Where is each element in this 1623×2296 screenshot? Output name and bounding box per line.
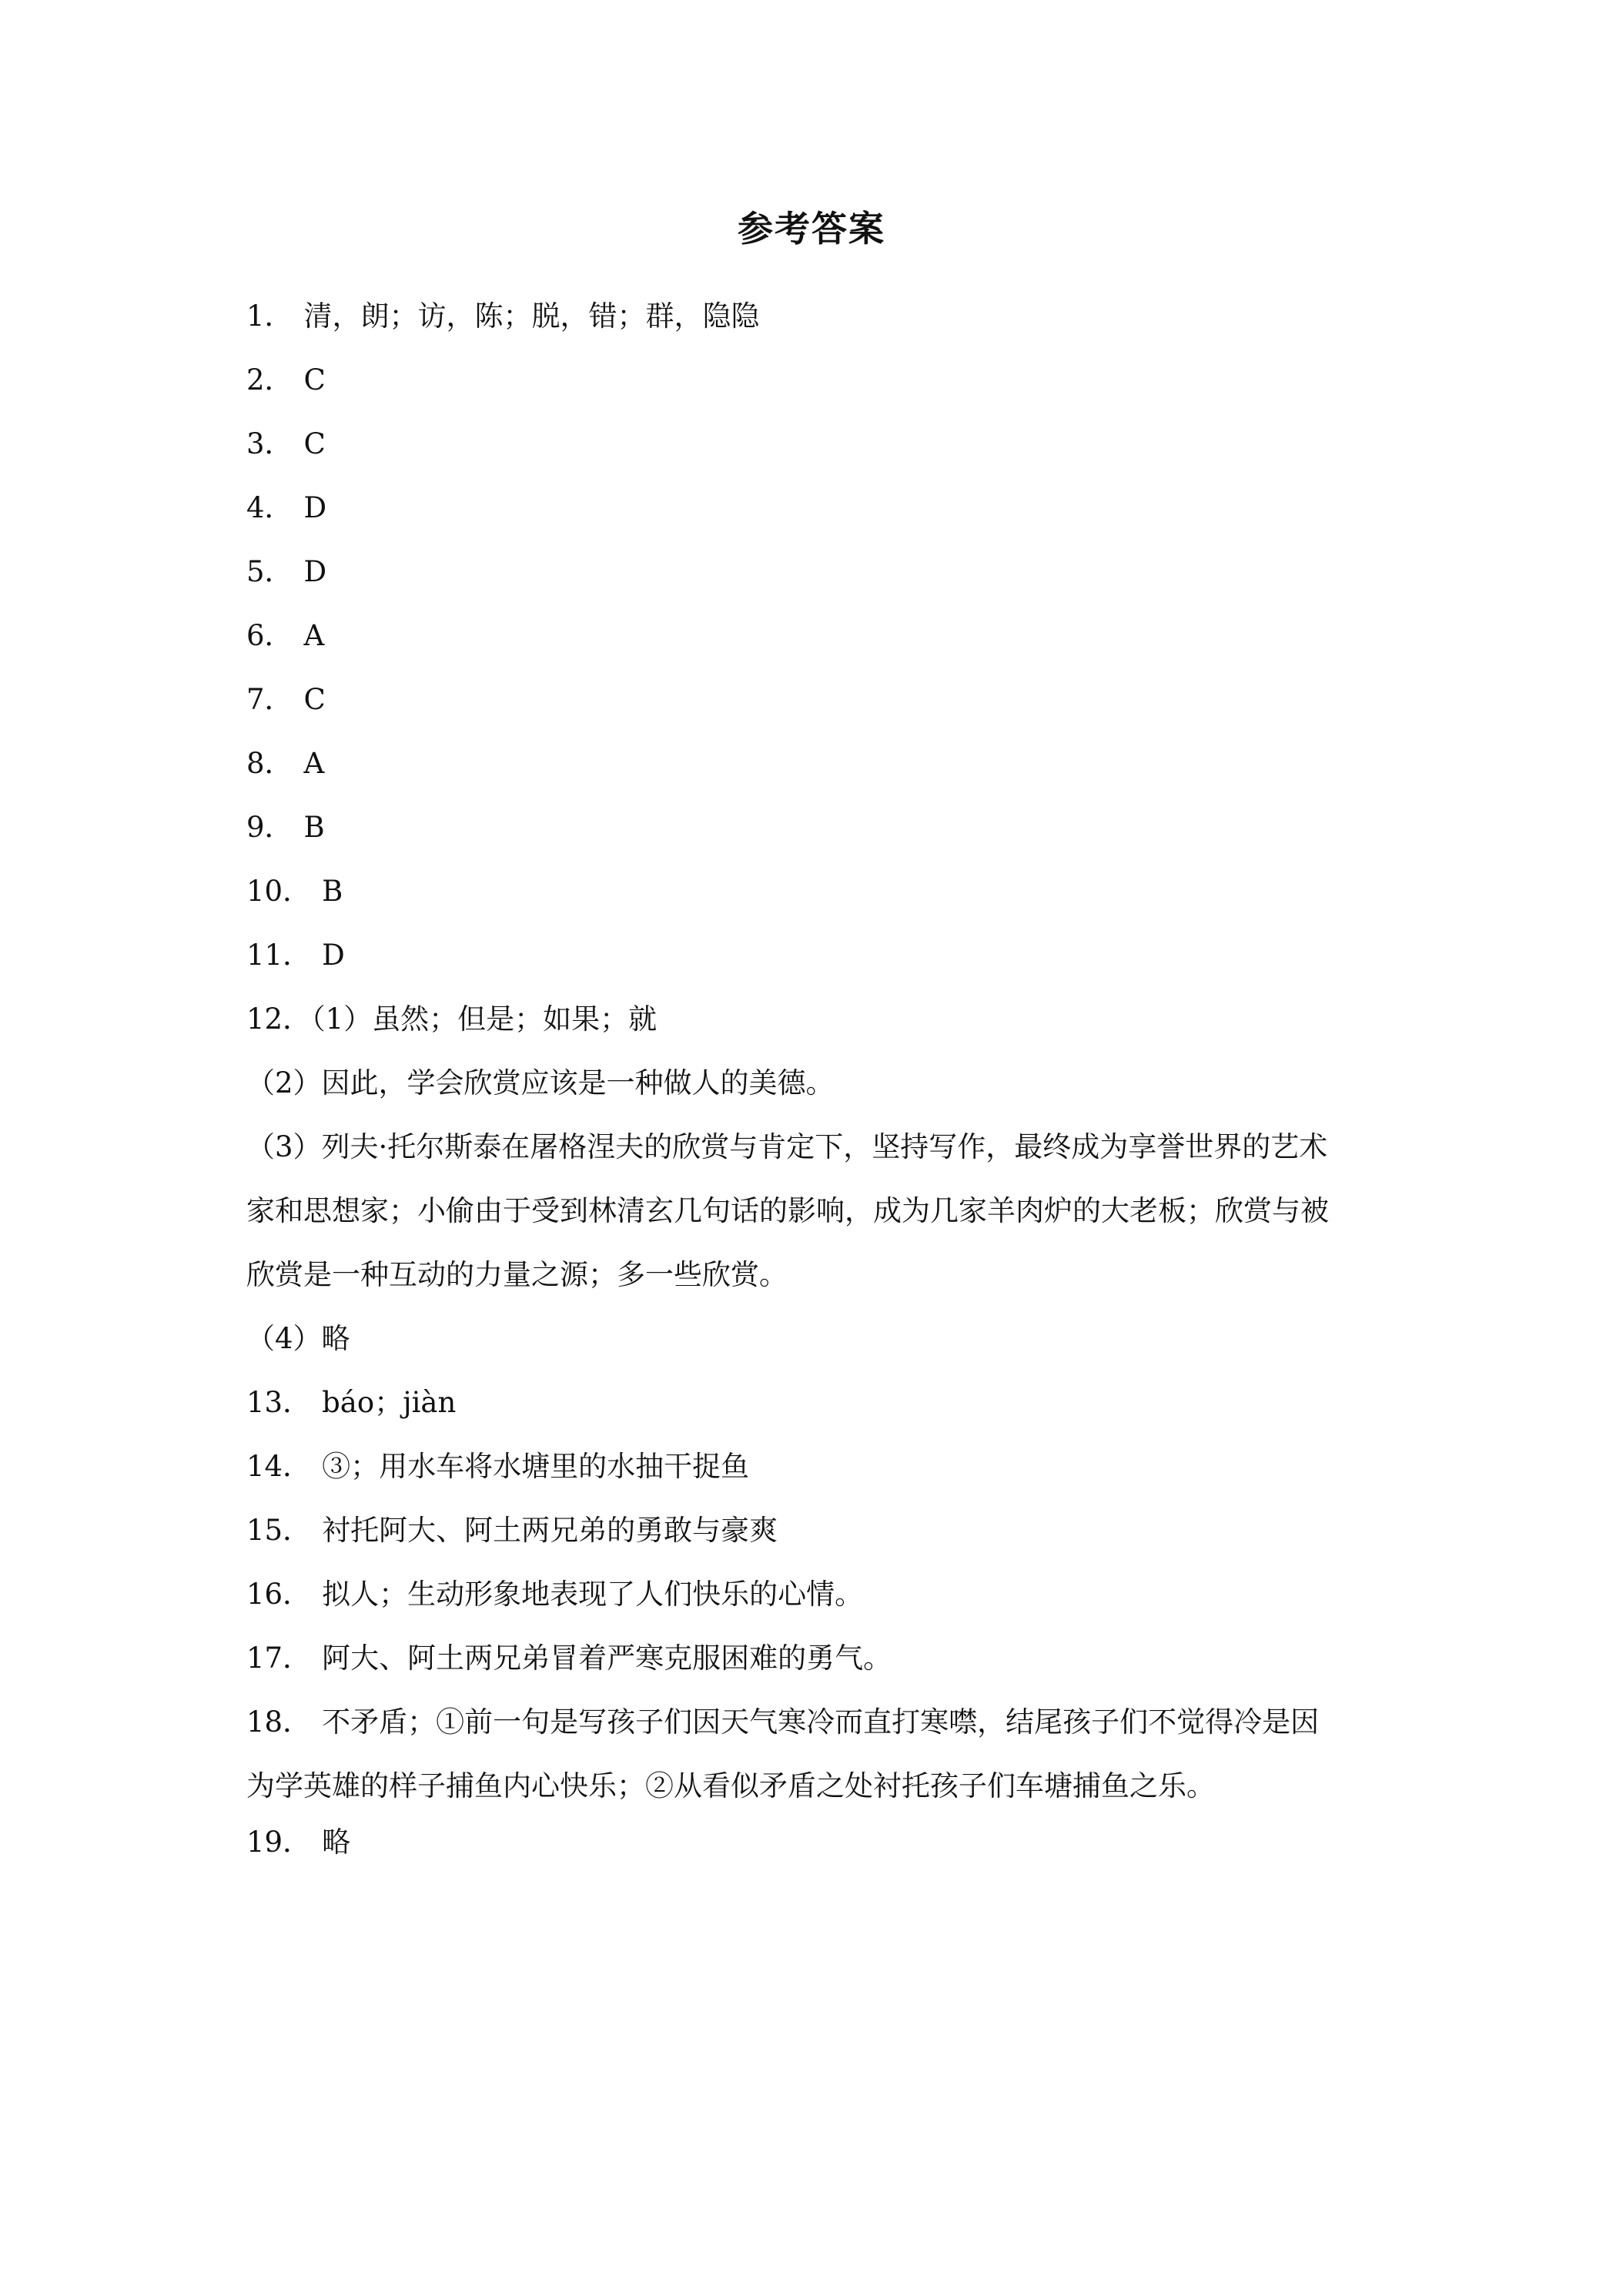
answer-15 <box>246 1511 1386 1550</box>
answer-4 <box>246 489 1386 527</box>
answer-number: 6． <box>246 619 293 652</box>
answer-18-line-1 <box>246 1703 1386 1742</box>
answer-text: D <box>303 555 327 588</box>
answer-text: B <box>303 811 325 844</box>
answer-text: ③；用水车将水塘里的水抽干捉鱼 <box>322 1450 750 1483</box>
answer-5 <box>246 553 1386 591</box>
answer-number: 7． <box>246 683 293 716</box>
answer-14 <box>246 1448 1386 1486</box>
answer-7 <box>246 681 1386 719</box>
answer-text: 不矛盾；①前一句是写孩子们因天气寒冷而直打寒噤，结尾孩子们不觉得冷是因 <box>322 1705 1320 1739</box>
answer-number: 11． <box>246 939 312 972</box>
answer-text: 拟人；生动形象地表现了人们快乐的心情。 <box>322 1578 864 1611</box>
answer-text: 清，朗；访，陈；脱，错；群，隐隐 <box>303 300 760 333</box>
answer-number: 18． <box>246 1705 312 1739</box>
answer-number: 8． <box>246 747 293 780</box>
answer-text: （1）虽然；但是；如果；就 <box>311 1002 658 1036</box>
answer-8 <box>246 745 1386 783</box>
answer-number: 12． <box>246 1002 312 1036</box>
page-title: 参考答案 <box>738 208 885 249</box>
answer-16 <box>246 1575 1386 1614</box>
answer-13 <box>246 1384 1386 1422</box>
answer-text: D <box>322 939 345 972</box>
answer-12-part-4 <box>246 1320 1386 1358</box>
answer-number: 4． <box>246 491 293 524</box>
answer-text: 家和思想家；小偷由于受到林清玄几句话的影响，成为几家羊肉炉的大老板；欣赏与被 <box>246 1194 1329 1227</box>
answer-text: C <box>303 683 326 716</box>
answer-12-part-3-line-3 <box>246 1256 1386 1294</box>
answer-12-part-3-line-2 <box>246 1192 1386 1230</box>
answer-3 <box>246 425 1386 464</box>
answer-text: 阿大、阿土两兄弟冒着严寒克服困难的勇气。 <box>322 1642 892 1675</box>
answer-17 <box>246 1639 1386 1678</box>
answer-number: 1． <box>246 300 293 333</box>
answer-9 <box>246 808 1386 847</box>
answer-number: 13． <box>246 1386 312 1419</box>
answer-text: A <box>303 747 325 780</box>
answer-text: 欣赏是一种互动的力量之源；多一些欣赏。 <box>246 1258 788 1291</box>
answer-1 <box>246 297 1386 336</box>
answer-12-part-2 <box>246 1064 1386 1103</box>
answer-19 <box>246 1823 1386 1862</box>
answer-2 <box>246 361 1386 400</box>
answer-number: 17． <box>246 1642 312 1675</box>
answer-text: C <box>303 427 326 460</box>
answer-text: báo；jiàn <box>322 1386 457 1419</box>
answer-18-line-2 <box>246 1767 1386 1806</box>
answer-number: 16． <box>246 1578 312 1611</box>
answer-number: 14． <box>246 1450 312 1483</box>
answer-6 <box>246 617 1386 655</box>
answer-number: 2． <box>246 363 293 397</box>
answer-11 <box>246 936 1386 975</box>
answer-12-part-3-line-1 <box>246 1128 1386 1166</box>
answer-number: 10． <box>246 875 312 908</box>
answer-text: （4）略 <box>246 1322 350 1355</box>
answer-number: 15． <box>246 1514 312 1547</box>
answer-number: 5． <box>246 555 293 588</box>
answer-number: 9． <box>246 811 293 844</box>
answer-text: B <box>322 875 343 908</box>
answer-text: （2）因此，学会欣赏应该是一种做人的美德。 <box>246 1066 835 1099</box>
answer-text: A <box>303 619 325 652</box>
answer-text: 略 <box>322 1826 351 1859</box>
answer-number: 19． <box>246 1826 312 1859</box>
answer-text: C <box>303 363 326 397</box>
answer-text: 为学英雄的样子捕鱼内心快乐；②从看似矛盾之处衬托孩子们车塘捕鱼之乐。 <box>246 1769 1215 1802</box>
answer-text: 衬托阿大、阿土两兄弟的勇敢与豪爽 <box>322 1514 778 1547</box>
answer-12-part-1 <box>246 1000 1386 1039</box>
answer-number: 3． <box>246 427 293 460</box>
answer-10 <box>246 872 1386 911</box>
answer-text: （3）列夫·托尔斯泰在屠格涅夫的欣赏与肯定下，坚持写作，最终成为享誉世界的艺术 <box>246 1130 1328 1163</box>
answer-text: D <box>303 491 327 524</box>
